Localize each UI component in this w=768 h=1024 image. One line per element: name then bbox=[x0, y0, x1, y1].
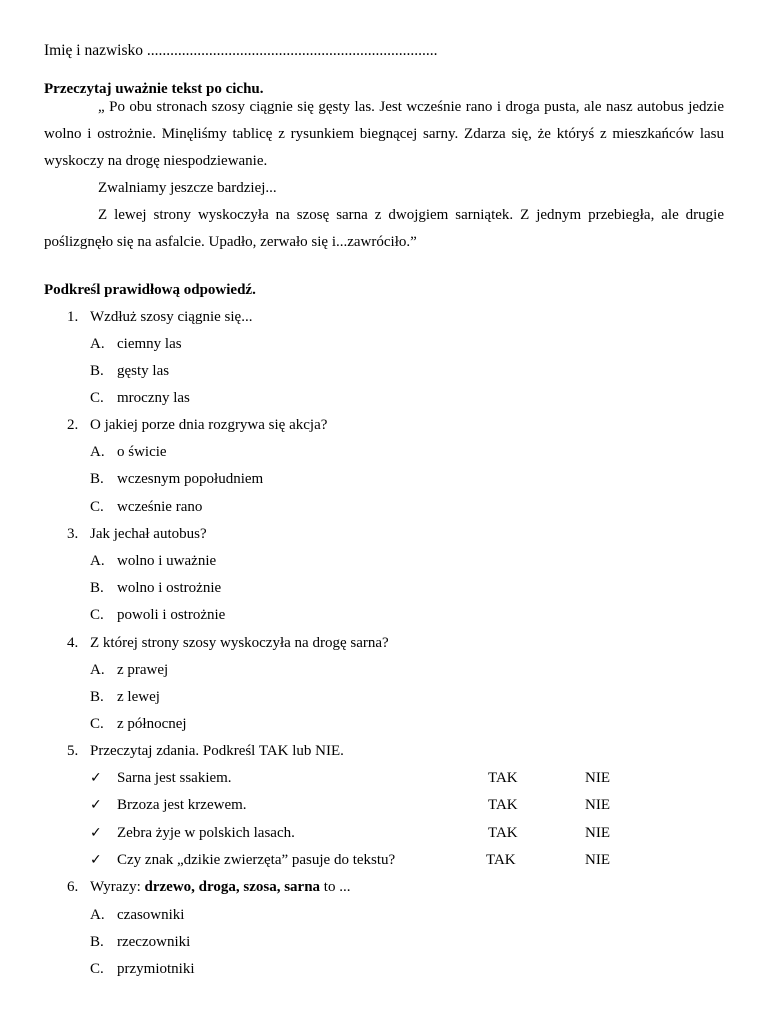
question-bold-words: drzewo, droga, szosa, sarna bbox=[144, 879, 321, 895]
question-prefix: Wyrazy: bbox=[90, 879, 141, 895]
option-4b[interactable]: B. z lewej bbox=[90, 689, 160, 705]
reading-heading: Przeczytaj uważnie tekst po cichu. bbox=[44, 81, 264, 97]
option-1a[interactable]: A. ciemny las bbox=[90, 336, 182, 352]
option-3b[interactable]: B. wolno i ostrożnie bbox=[90, 580, 222, 596]
statement-2-nie[interactable]: NIE bbox=[585, 797, 610, 813]
question-text: Wzdłuż szosy ciągnie się... bbox=[90, 309, 253, 325]
question-number: 1. bbox=[67, 309, 79, 325]
question-4 bbox=[67, 635, 389, 652]
question-3 bbox=[67, 526, 207, 543]
question-text: O jakiej porze dnia rozgrywa się akcja? bbox=[90, 417, 328, 433]
option-2a[interactable]: A. o świcie bbox=[90, 444, 167, 460]
option-3c[interactable]: C. powoli i ostrożnie bbox=[90, 607, 226, 623]
question-number: 6. bbox=[67, 879, 79, 895]
question-text: Z której strony szosy wyskoczyła na drogę sarna? bbox=[90, 635, 389, 651]
statement-text: Zebra żyje w polskich lasach. bbox=[117, 825, 295, 841]
checkmark-icon: ✓ bbox=[90, 825, 102, 841]
option-4a[interactable]: A. z prawej bbox=[90, 662, 169, 678]
statement-4 bbox=[90, 852, 395, 869]
question-2 bbox=[67, 417, 327, 434]
question-number: 3. bbox=[67, 526, 79, 542]
question-number: 4. bbox=[67, 635, 79, 651]
option-1c[interactable]: C. mroczny las bbox=[90, 390, 190, 406]
question-6 bbox=[67, 879, 350, 896]
reading-paragraph-3: Z lewej strony wyskoczyła na szosę sarna z dwojgiem sarniątek. Z jednym przebiegła, ale drugie poślizgnęło się na asfalcie. Upadło, zerwało się i...zawróciło.” bbox=[44, 207, 724, 250]
checkmark-icon: ✓ bbox=[90, 770, 102, 786]
question-text: Przeczytaj zdania. Podkreśl TAK lub NIE. bbox=[90, 743, 344, 759]
statement-text: Czy znak „dzikie zwierzęta” pasuje do tekstu? bbox=[117, 852, 396, 868]
question-text: Jak jechał autobus? bbox=[90, 526, 207, 542]
question-number: 2. bbox=[67, 417, 79, 433]
statement-4-nie[interactable]: NIE bbox=[585, 852, 610, 868]
statement-3-nie[interactable]: NIE bbox=[585, 825, 610, 841]
statement-2-tak[interactable]: TAK bbox=[488, 797, 518, 813]
statement-text: Brzoza jest krzewem. bbox=[117, 797, 247, 813]
statement-4-tak[interactable]: TAK bbox=[486, 852, 516, 868]
statement-3-tak[interactable]: TAK bbox=[488, 825, 518, 841]
task-heading: Podkreśl prawidłową odpowiedź. bbox=[44, 282, 256, 298]
option-6c[interactable]: C. przymiotniki bbox=[90, 961, 195, 977]
checkmark-icon: ✓ bbox=[90, 852, 102, 868]
option-1b[interactable]: B. gęsty las bbox=[90, 363, 170, 379]
question-suffix: to ... bbox=[323, 879, 351, 895]
option-6a[interactable]: A. czasowniki bbox=[90, 907, 185, 923]
question-5 bbox=[67, 743, 344, 760]
statement-2 bbox=[90, 797, 247, 814]
option-2b[interactable]: B. wczesnym popołudniem bbox=[90, 471, 264, 487]
statement-text: Sarna jest ssakiem. bbox=[117, 770, 232, 786]
question-1 bbox=[67, 309, 252, 326]
statement-3 bbox=[90, 825, 295, 842]
statement-1-nie[interactable]: NIE bbox=[585, 770, 610, 786]
reading-paragraph-1: „ Po obu stronach szosy ciągnie się gęsty las. Jest wcześnie rano i droga pusta, ale nasz autobus jedzie wolno i ostrożnie. Minęliśmy tablicę z rysunkiem biegnącej sarny. Zdarza się, że któryś z mieszkańców lasu wyskoczy na drogę niespodziewanie. bbox=[44, 99, 724, 169]
checkmark-icon: ✓ bbox=[90, 797, 102, 813]
question-number: 5. bbox=[67, 743, 79, 759]
reading-paragraph-2: Zwalniamy jeszcze bardziej... bbox=[98, 180, 277, 196]
option-3a[interactable]: A. wolno i uważnie bbox=[90, 553, 217, 569]
option-2c[interactable]: C. wcześnie rano bbox=[90, 499, 203, 515]
statement-1-tak[interactable]: TAK bbox=[488, 770, 518, 786]
option-6b[interactable]: B. rzeczowniki bbox=[90, 934, 191, 950]
student-name-field: Imię i nazwisko ........................................................................... bbox=[44, 42, 438, 59]
option-4c[interactable]: C. z północnej bbox=[90, 716, 187, 732]
